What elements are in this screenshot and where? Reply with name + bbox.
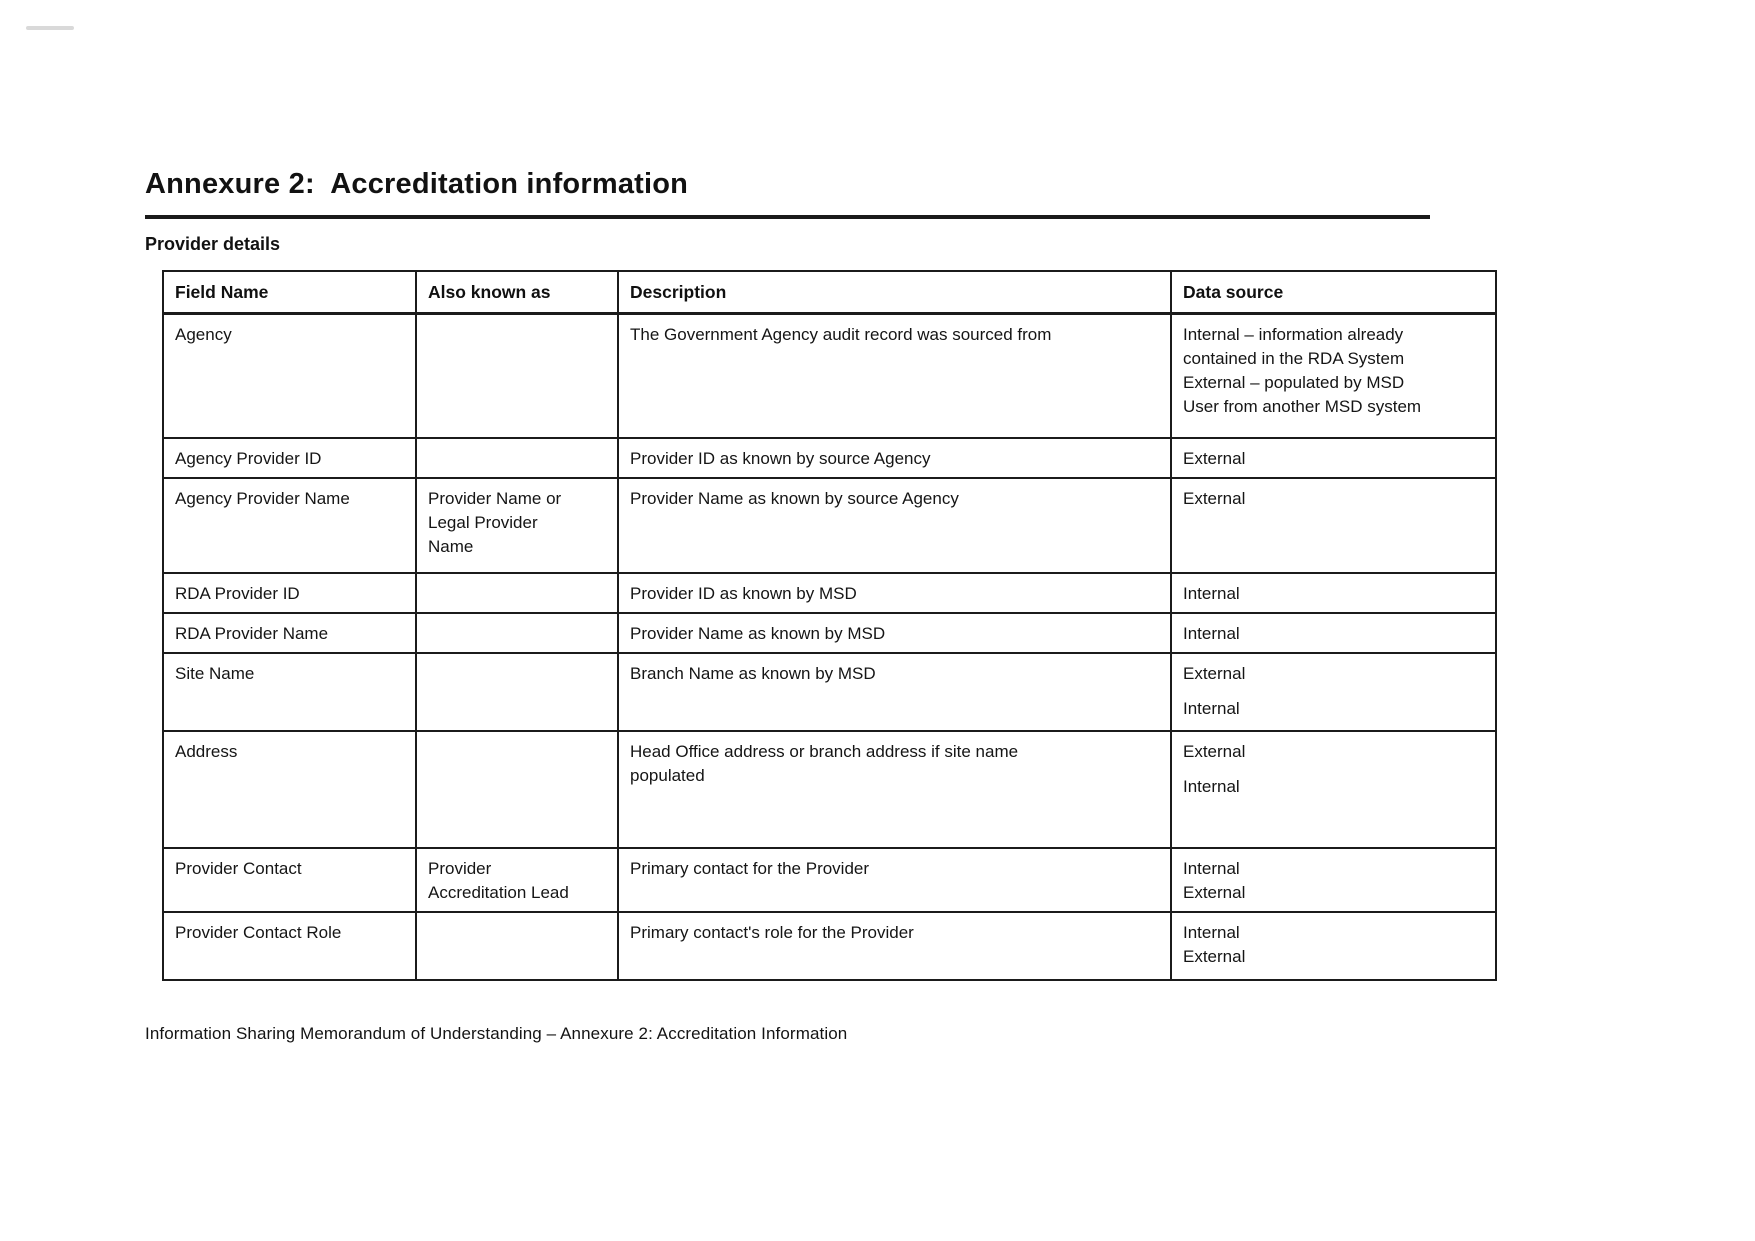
column-header-description: Description [618, 271, 1171, 313]
field-name-cell: Agency Provider Name [163, 478, 416, 573]
description-cell [618, 731, 1171, 848]
description-cell: Primary contact's role for the Provider [618, 912, 1171, 980]
table-row [163, 573, 1496, 613]
column-header-data-source: Data source [1171, 271, 1496, 313]
data-source-cell [1171, 438, 1496, 478]
field-name-cell: RDA Provider ID [163, 573, 416, 613]
cell-text-line: Internal – information already [1183, 324, 1404, 344]
cell-text-line: External [1183, 947, 1246, 966]
also-known-as-cell [416, 848, 618, 912]
field-name-cell: Provider Contact [163, 848, 416, 912]
page-footer: Information Sharing Memorandum of Understanding – Annexure 2: Accreditation Information [145, 1024, 848, 1043]
description-cell: The Government Agency audit record was sourced from [618, 313, 1171, 438]
data-source-cell [1171, 848, 1496, 912]
cell-text-line: Provider [428, 859, 492, 878]
cell-text-line: User from another MSD system [1183, 396, 1422, 416]
also-known-as-cell [416, 438, 618, 478]
also-known-as-cell [416, 478, 618, 573]
cell-text-line: Internal [1183, 624, 1240, 643]
provider-details-table [162, 270, 1497, 981]
cell-text-line: External [1183, 449, 1246, 468]
field-name-cell: Agency [163, 313, 416, 438]
data-source-cell [1171, 478, 1496, 573]
also-known-as-cell [416, 313, 618, 438]
description-cell: Branch Name as known by MSD [618, 653, 1171, 731]
cell-text-line: Internal [1183, 584, 1240, 603]
cell-text-line: Name [428, 537, 474, 556]
also-known-as-cell [416, 613, 618, 653]
cell-text-line: Accreditation Lead [428, 883, 569, 902]
cell-text-line [1183, 764, 1485, 775]
provider-table-body [163, 313, 1496, 980]
description-cell: Provider Name as known by source Agency [618, 478, 1171, 573]
cell-text-line: Internal [1183, 859, 1240, 878]
table-row [163, 848, 1496, 912]
cell-text-line: Internal [1183, 923, 1240, 942]
cell-text-line: Internal [1183, 777, 1240, 796]
field-name-cell: Site Name [163, 653, 416, 731]
cell-text-line: External [1183, 742, 1246, 761]
cell-text-line: Provider Name or [428, 489, 562, 508]
field-name-cell: Address [163, 731, 416, 848]
cell-text-line: contained in the RDA System [1183, 348, 1405, 368]
description-cell: Provider Name as known by MSD [618, 613, 1171, 653]
table-header-row [163, 271, 1496, 313]
cell-text-line [1183, 686, 1485, 697]
data-source-cell [1171, 653, 1496, 731]
field-name-cell: Provider Contact Role [163, 912, 416, 980]
section-heading: Provider details [145, 234, 281, 254]
cell-text-line: External [1183, 883, 1246, 902]
table-row [163, 731, 1496, 848]
page-title: Annexure 2: Accreditation information [145, 168, 689, 200]
title-underline [145, 215, 1430, 219]
table-header [163, 271, 1496, 313]
cell-text-line: populated [630, 766, 705, 785]
data-source-cell [1171, 912, 1496, 980]
description-cell: Provider ID as known by source Agency [618, 438, 1171, 478]
also-known-as-cell [416, 731, 618, 848]
scan-artifact [26, 26, 74, 30]
also-known-as-cell [416, 912, 618, 980]
data-source-cell [1171, 313, 1496, 438]
table-row [163, 613, 1496, 653]
column-header-field-name: Field Name [163, 271, 416, 313]
also-known-as-cell [416, 653, 618, 731]
field-name-cell: Agency Provider ID [163, 438, 416, 478]
data-source-cell [1171, 573, 1496, 613]
table-row [163, 912, 1496, 980]
also-known-as-cell [416, 573, 618, 613]
column-header-also-known-as: Also known as [416, 271, 618, 313]
table-row [163, 653, 1496, 731]
description-cell: Primary contact for the Provider [618, 848, 1171, 912]
data-source-cell [1171, 731, 1496, 848]
table-row [163, 478, 1496, 573]
cell-text-line: External [1183, 489, 1246, 508]
data-source-cell [1171, 613, 1496, 653]
table-row [163, 438, 1496, 478]
description-cell: Provider ID as known by MSD [618, 573, 1171, 613]
table-row [163, 313, 1496, 438]
cell-text-line: Legal Provider [428, 513, 538, 532]
field-name-cell: RDA Provider Name [163, 613, 416, 653]
cell-text-line: Head Office address or branch address if site name [630, 742, 1019, 761]
cell-text-line: External – populated by MSD [1183, 372, 1405, 392]
cell-text-line: External [1183, 664, 1246, 683]
cell-text-line: Internal [1183, 699, 1240, 718]
